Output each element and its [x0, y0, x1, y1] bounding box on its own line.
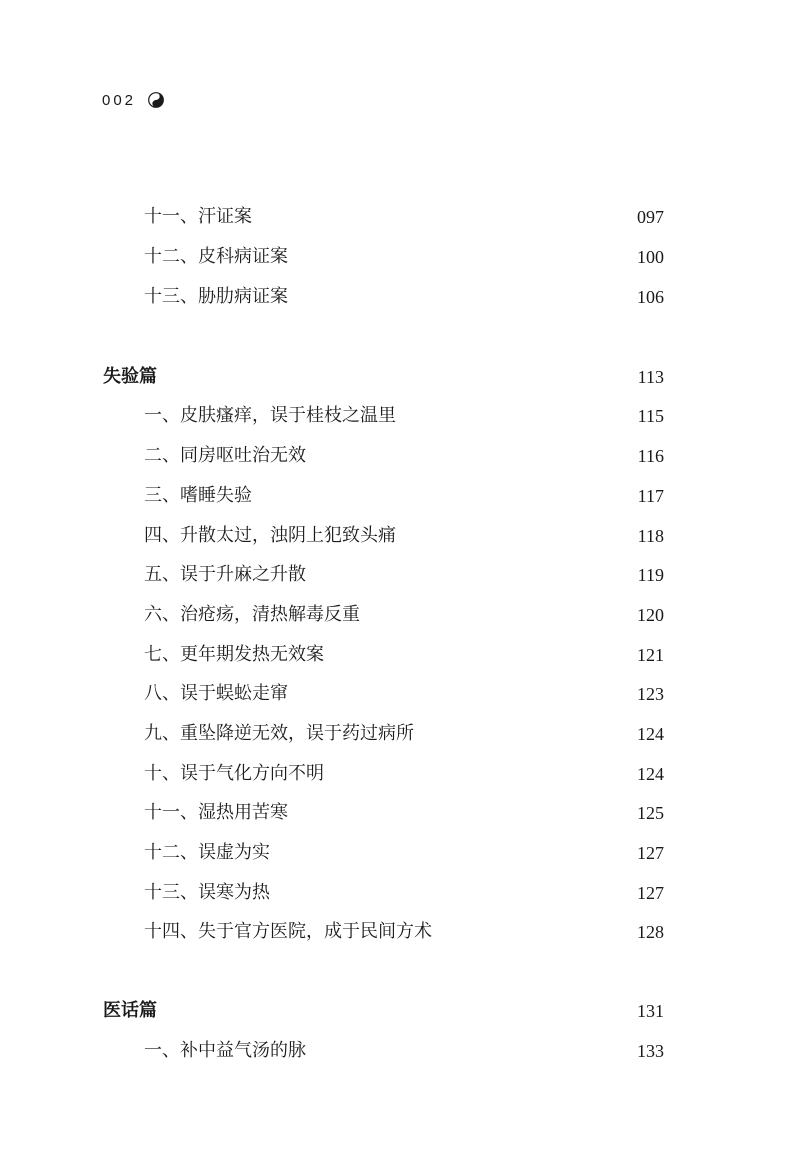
- toc-page-number: 117: [637, 486, 664, 506]
- toc-section: [0, 362, 800, 392]
- toc-page-number: 124: [637, 724, 664, 744]
- toc-entry: [0, 679, 800, 709]
- toc-entry-title: 七、更年期发热无效案: [144, 644, 324, 665]
- toc-section-title: 失验篇: [103, 366, 157, 387]
- toc-entry: [0, 640, 800, 670]
- toc-section: [0, 996, 800, 1026]
- toc-entry: [0, 401, 800, 431]
- toc-entry-title: 二、同房呕吐治无效: [144, 445, 306, 466]
- toc-entry-title: 四、升散太过，浊阴上犯致头痛: [144, 525, 396, 546]
- yin-yang-icon: [148, 92, 164, 108]
- toc-entry-title: 十四、失于官方医院，成于民间方术: [144, 921, 432, 942]
- toc-page-number: 116: [637, 446, 664, 466]
- toc-entry: [0, 242, 800, 272]
- toc-page-number: 127: [637, 883, 664, 903]
- toc-entry-title: 十三、误寒为热: [144, 882, 270, 903]
- toc-entry: [0, 798, 800, 828]
- toc-entry-title: 八、误于蜈蚣走窜: [144, 683, 288, 704]
- toc-page-number: 121: [637, 645, 664, 665]
- toc-entry: [0, 600, 800, 630]
- toc-entry-title: 三、嗜睡失验: [144, 485, 252, 506]
- toc-entry: [0, 282, 800, 312]
- toc-page-number: 124: [637, 764, 664, 784]
- toc-page-number: 133: [637, 1041, 664, 1061]
- toc-entry: [0, 1036, 800, 1066]
- toc-page-number: 119: [637, 565, 664, 585]
- toc-page-number: 128: [637, 922, 664, 942]
- toc-entry: [0, 521, 800, 551]
- toc-entry-title: 十三、胁肋病证案: [144, 286, 288, 307]
- toc-entry: [0, 441, 800, 471]
- toc-entry: [0, 560, 800, 590]
- toc-entry-title: 五、误于升麻之升散: [144, 564, 306, 585]
- toc-entry-title: 九、重坠降逆无效，误于药过病所: [144, 723, 414, 744]
- toc-entry-title: 十、误于气化方向不明: [144, 763, 324, 784]
- page-header: [102, 88, 164, 112]
- toc-entry-title: 十一、湿热用苦寒: [144, 802, 288, 823]
- toc-page-number: 097: [637, 207, 664, 227]
- toc-entry-title: 十一、汗证案: [144, 206, 252, 227]
- toc-entry-title: 十二、皮科病证案: [144, 246, 288, 267]
- toc-page-number: 118: [637, 526, 664, 546]
- toc-page-number: 131: [637, 1001, 664, 1021]
- toc-page-number: 127: [637, 843, 664, 863]
- toc-page-number: 106: [637, 287, 664, 307]
- toc-page-number: 113: [637, 367, 664, 387]
- toc-entry-title: 六、治疮疡，清热解毒反重: [144, 604, 360, 625]
- toc-entry: [0, 481, 800, 511]
- toc-page-number: 115: [637, 406, 664, 426]
- toc-page-number: 125: [637, 803, 664, 823]
- toc-entry: [0, 719, 800, 749]
- toc-page-number: 100: [637, 247, 664, 267]
- toc-entry-title: 十二、误虚为实: [144, 842, 270, 863]
- toc-entry-title: 一、皮肤瘙痒，误于桂枝之温里: [144, 405, 396, 426]
- toc-entry: [0, 838, 800, 868]
- toc-entry: [0, 878, 800, 908]
- toc-entry: [0, 759, 800, 789]
- toc-page-number: 123: [637, 684, 664, 704]
- toc-entry: [0, 917, 800, 947]
- page-number: 002: [102, 91, 137, 109]
- toc-entry-title: 一、补中益气汤的脉: [144, 1040, 306, 1061]
- toc-page-number: 120: [637, 605, 664, 625]
- toc-section-title: 医话篇: [103, 1000, 157, 1021]
- toc-entry: [0, 202, 800, 232]
